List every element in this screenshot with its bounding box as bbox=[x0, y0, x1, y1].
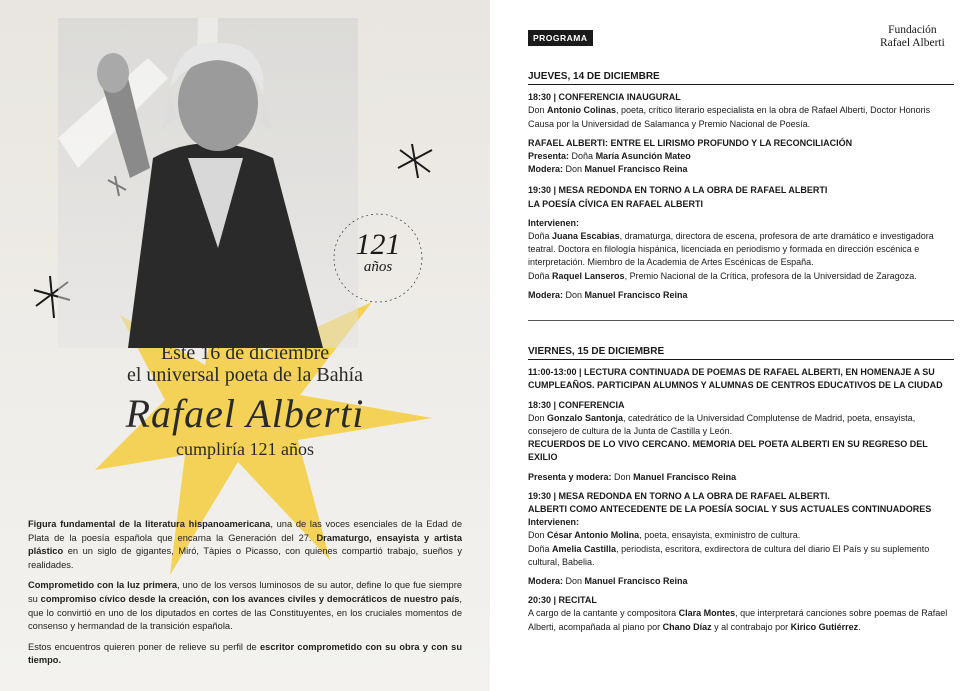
intro-bold: Figura fundamental de la literatura hispanoamericana bbox=[28, 519, 271, 529]
headline-line-1: Este 16 de diciembre bbox=[160, 342, 330, 364]
headline-line-3: cumpliría 121 años bbox=[176, 439, 314, 459]
session-text: Don Gonzalo Santonja, catedrático de la Universidad Complutense de Madrid, poeta, ensayista, consejero de cultura de la Junta de Castilla y León. bbox=[528, 412, 916, 437]
programa-badge: PROGRAMA bbox=[528, 30, 593, 46]
intro-text-span: en un siglo de gigantes, Miró, Tàpies o Picasso, con quienes compartió trabajo, sueños y realidades. bbox=[28, 546, 462, 570]
day-divider bbox=[528, 320, 954, 321]
intro-bold: compromiso cívico desde la creación, con los avances civiles y democráticos de nuestro país bbox=[40, 593, 460, 604]
intro-text-span: , una de las voces esenciales de la Edad de Plata de la poesía española que encarna la Generación del 27. bbox=[28, 519, 462, 543]
talk-title: RECUERDOS DE LO VIVO CERCANO. MEMORIA DEL POETA ALBERTI EN SU REGRESO DEL EXILIO bbox=[528, 439, 928, 463]
stamp-number: 121 bbox=[355, 228, 401, 261]
intro-text-span: , que lo convirtió en uno de los diputados en cortes de las Constituyentes, en los cruciales momentos de consenso y hermandad de la transición española. bbox=[28, 593, 463, 632]
headline bbox=[80, 342, 410, 460]
session-heading: 18:30 | CONFERENCIA INAUGURAL bbox=[528, 92, 681, 103]
moderator-line: Modera: Don Manuel Francisco Reina bbox=[528, 164, 688, 175]
day-1-title: JUEVES, 14 DE DICIEMBRE bbox=[528, 70, 954, 85]
session-heading: 19:30 | MESA REDONDA EN TORNO A LA OBRA DE RAFAEL ALBERTI bbox=[528, 185, 828, 196]
session-subheading: LA POESÍA CÍVICA EN RAFAEL ALBERTI bbox=[528, 198, 704, 209]
intro-paragraph-3 bbox=[28, 641, 462, 668]
speaker-line: Doña Amelia Castilla, periodista, escritora, exdirectora de cultura del diario El País y su suplemento cultural, Babelia. bbox=[528, 543, 930, 567]
session-text: Don Antonio Colinas, poeta, crítico literario especialista en la obra de Rafael Alberti, Doctor Honoris Causa por la Universidad de Salamanca y Premio Nacional de Poesía. bbox=[528, 105, 931, 129]
speakers-label: Intervienen: bbox=[528, 217, 580, 228]
foundation-logo bbox=[880, 24, 945, 49]
signature: Rafael Alberti bbox=[125, 391, 365, 436]
session-heading: 11:00-13:00 | LECTURA CONTINUADA DE POEMAS DE RAFAEL ALBERTI, EN HOMENAJE A SU CUMPLEAÑOS. PARTICIPAN ALUMNOS Y ALUMNAS DE CENTROS EDUCATIVOS DE LA CIUDAD bbox=[528, 367, 943, 391]
speaker-line: Don César Antonio Molina, poeta, ensayista, exministro de cultura. bbox=[528, 530, 801, 541]
intro-text-span: Estos encuentros quieren poner de relieve su perfil de bbox=[28, 641, 260, 652]
session-heading: 20:30 | RECITAL bbox=[528, 595, 597, 606]
session-heading: 18:30 | CONFERENCIA bbox=[528, 399, 625, 410]
poet-photo bbox=[58, 18, 358, 348]
presenter-line: Presenta y modera: Don Manuel Francisco Reina bbox=[528, 471, 737, 482]
headline-line-2: el universal poeta de la Bahía bbox=[126, 364, 363, 386]
intro-paragraph-2 bbox=[28, 579, 462, 633]
session-subheading: ALBERTI COMO ANTECEDENTE DE LA POESÍA SOCIAL Y SUS ACTUALES CONTINUADORES bbox=[528, 504, 932, 515]
session-heading: 19:30 | MESA REDONDA EN TORNO A LA OBRA DE RAFAEL ALBERTI. bbox=[528, 490, 830, 501]
day-2-program bbox=[528, 345, 954, 634]
session-text: A cargo de la cantante y compositora Clara Montes, que interpretará canciones sobre poemas de Rafael Alberti, acompañada al piano por Chano Díaz y al contrabajo por Kirico Gutiérrez. bbox=[528, 608, 948, 632]
stamp-unit: años bbox=[363, 259, 393, 275]
moderator-line: Modera: Don Manuel Francisco Reina bbox=[528, 576, 688, 587]
foundation-line-1: Fundación bbox=[888, 24, 937, 36]
presenter-line: Presenta: Doña María Asunción Mateo bbox=[528, 151, 691, 162]
speakers-label: Intervienen: bbox=[528, 517, 580, 528]
speaker-line: Doña Juana Escabias, dramaturga, directora de escena, profesora de arte dramático e investigadora teatral. Doctora en filología hispánica, licenciada en periodismo y formada en dirección escénica e interpretación. Miembro de la Academia de Artes Escénicas de España. bbox=[528, 231, 934, 268]
intro-bold: escritor comprometido con su obra y con su tiempo. bbox=[28, 641, 463, 666]
speaker-line: Doña Raquel Lanseros, Premio Nacional de la Crítica, profesora de la Universidad de Zaragoza. bbox=[528, 270, 917, 281]
day-2-title: VIERNES, 15 DE DICIEMBRE bbox=[528, 345, 954, 360]
intro-text bbox=[28, 518, 462, 675]
intro-bold: Dramaturgo, ensayista y artista plástico bbox=[28, 532, 462, 557]
anniversary-stamp bbox=[330, 210, 426, 306]
intro-text-span: , uno de los versos luminosos de su autor, define lo que fue siempre su bbox=[28, 580, 462, 604]
moderator-line: Modera: Don Manuel Francisco Reina bbox=[528, 289, 688, 300]
day-1-program bbox=[528, 70, 954, 302]
intro-paragraph-1 bbox=[28, 518, 462, 572]
talk-title: RAFAEL ALBERTI: ENTRE EL LIRISMO PROFUNDO Y LA RECONCILIACIÓN bbox=[528, 137, 853, 148]
intro-bold: Comprometido con la luz primera bbox=[28, 580, 178, 591]
foundation-line-2: Rafael Alberti bbox=[880, 36, 945, 49]
